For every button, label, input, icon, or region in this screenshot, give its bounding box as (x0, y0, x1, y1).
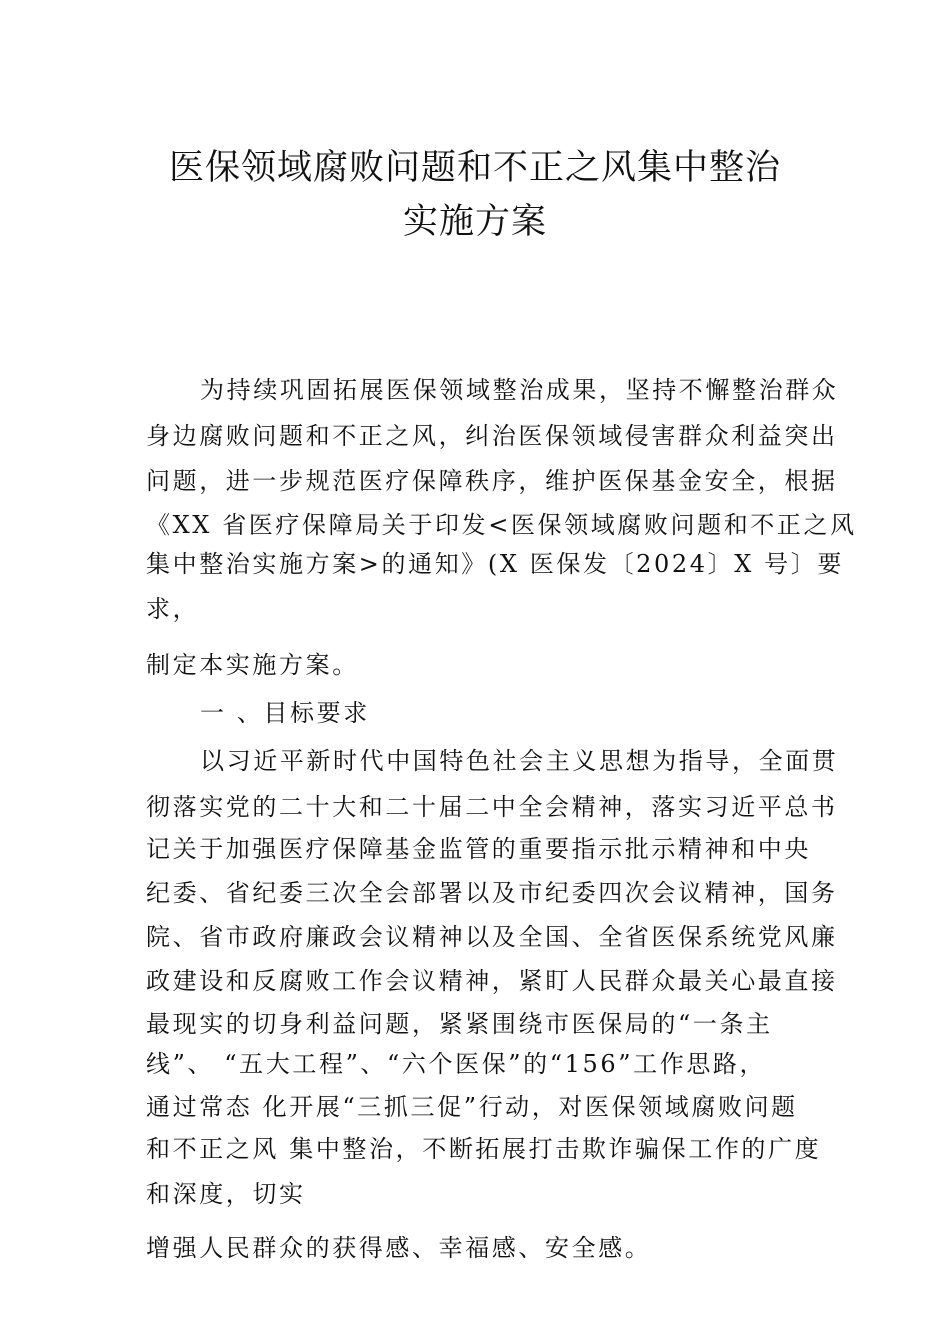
section-1-line-5: 院、省市政府廉政会议精神以及全国、全省医保系统党风廉 (146, 923, 838, 951)
section-1-heading: 一 、目标要求 (200, 699, 370, 727)
section-1-line-7: 最现实的切身利益问题，紧紧围绕市医保局的“一条主 (146, 1010, 773, 1038)
section-1-line-3: 记关于加强医疗保障基金监管的重要指示批示精神和中央 (146, 835, 811, 863)
document-title-line-2: 实施方案 (402, 202, 547, 242)
intro-line-6: 求， (146, 595, 200, 623)
section-1-line-12: 增强人民群众的获得感、幸福感、安全感。 (146, 1234, 652, 1262)
intro-line-1: 为持续巩固拓展医保领域整治成果，坚持不懈整治群众 (200, 376, 839, 404)
section-1-line-2: 彻落实党的二十大和二十届二中全会精神，落实习近平总书 (146, 793, 838, 821)
intro-line-4: 《XX 省医疗保障局关于印发<医保领域腐败问题和不正之风 (146, 511, 857, 539)
section-1-line-11: 和深度，切实 (146, 1180, 306, 1208)
intro-line-7: 制定本实施方案。 (146, 651, 359, 679)
section-1-line-1: 以习近平新时代中国特色社会主义思想为指导，全面贯 (200, 747, 839, 775)
section-1-line-10: 和不正之风 集中整治，不断拓展打击欺诈骗保工作的广度 (146, 1135, 822, 1163)
section-1-line-4: 纪委、省纪委三次全会部署以及市纪委四次会议精神，国务 (146, 879, 838, 907)
intro-line-5: 集中整治实施方案>的通知》(X 医保发〔2024〕X 号〕要 (146, 550, 844, 578)
section-1-line-8: 线”、 “五大工程”、“六个医保”的“156”工作思路， (146, 1050, 767, 1078)
section-1-line-6: 政建设和反腐败工作会议精神，紧盯人民群众最关心最直接 (146, 967, 838, 995)
section-1-line-9: 通过常态 化开展“三抓三促”行动，对医保领域腐败问题 (146, 1093, 798, 1121)
document-title-line-1: 医保领域腐败问题和不正之风集中整治 (168, 148, 781, 188)
intro-line-2: 身边腐败问题和不正之风，纠治医保领域侵害群众利益突出 (146, 422, 838, 450)
intro-line-3: 问题，进一步规范医疗保障秩序，维护医保基金安全，根据 (146, 467, 838, 495)
